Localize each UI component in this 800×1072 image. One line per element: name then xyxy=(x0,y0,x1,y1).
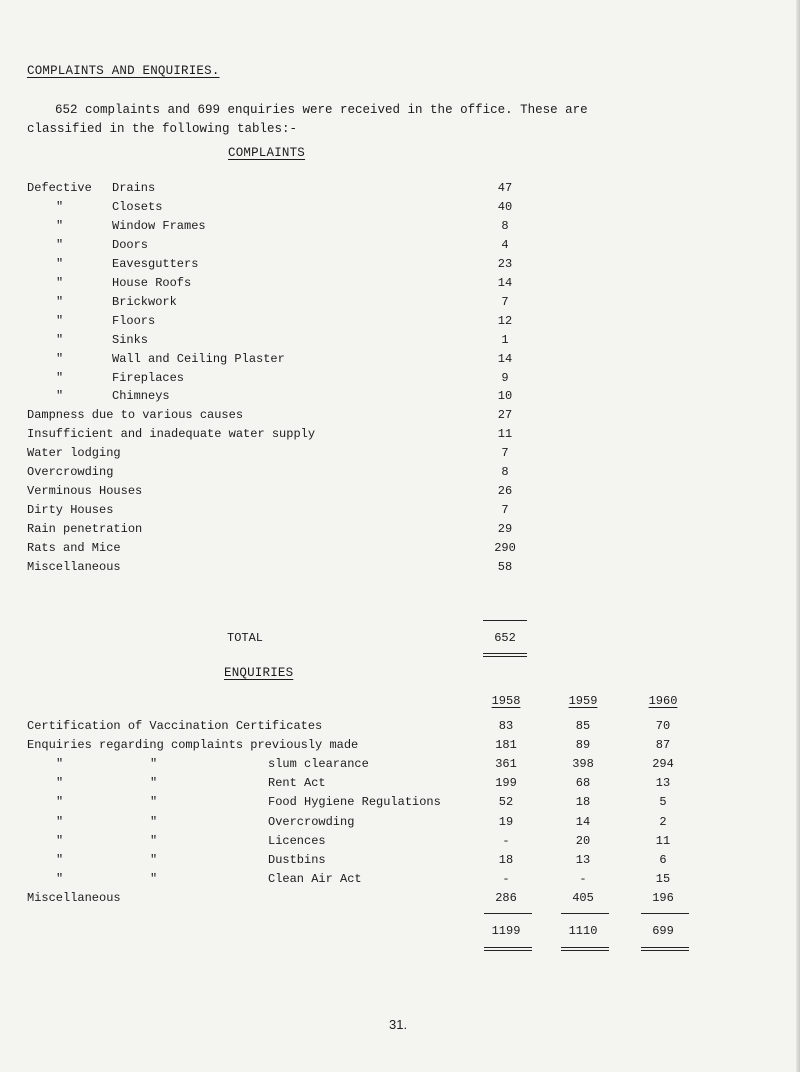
complaints-heading: COMPLAINTS xyxy=(228,146,306,160)
enquiry-value: 18 xyxy=(498,852,514,867)
enquiry-value: 15 xyxy=(655,871,671,886)
total-label: TOTAL xyxy=(227,631,264,645)
complaint-value: 27 xyxy=(497,408,513,423)
complaint-label: Doors xyxy=(112,237,149,252)
page-number: 31. xyxy=(389,1017,408,1032)
complaint-label: Dirty Houses xyxy=(27,503,114,518)
enquiry-label: Certification of Vaccination Certificates xyxy=(27,719,323,733)
enquiry-value: 181 xyxy=(495,738,517,753)
total-rule-double-1 xyxy=(484,947,532,948)
enquiry-value: 89 xyxy=(575,738,591,753)
total-rule-double-1 xyxy=(561,947,609,948)
complaint-label: Brickwork xyxy=(112,294,177,309)
enquiry-value: - xyxy=(502,833,510,848)
enquiry-value: 14 xyxy=(575,814,591,829)
complaint-value: 10 xyxy=(497,389,513,404)
year-header: 1959 xyxy=(568,694,598,708)
complaint-prefix: Defective xyxy=(27,181,92,195)
ditto-mark: " xyxy=(150,871,158,886)
complaint-value: 58 xyxy=(497,560,513,574)
total-value: 652 xyxy=(494,631,516,645)
ditto-mark: " xyxy=(56,218,64,233)
complaint-label: Drains xyxy=(112,181,156,195)
enquiry-value: 294 xyxy=(652,757,674,772)
complaint-value: 40 xyxy=(497,199,513,214)
enquiry-value: 83 xyxy=(498,719,514,733)
ditto-mark: " xyxy=(150,776,158,791)
complaint-label: Closets xyxy=(112,199,163,214)
enquiry-value: 405 xyxy=(572,890,594,905)
complaint-label: House Roofs xyxy=(112,275,192,290)
total-rule-top xyxy=(484,913,532,914)
ditto-mark: " xyxy=(56,852,64,867)
complaint-label: Miscellaneous xyxy=(27,560,121,574)
complaint-label: Wall and Ceiling Plaster xyxy=(112,351,285,366)
complaint-value: 14 xyxy=(497,351,513,366)
ditto-mark: " xyxy=(56,275,64,290)
ditto-mark: " xyxy=(56,332,64,347)
enquiry-value: 18 xyxy=(575,795,591,810)
ditto-mark: " xyxy=(56,871,64,886)
complaint-label: Water lodging xyxy=(27,446,121,461)
complaint-label: Sinks xyxy=(112,332,149,347)
complaint-label: Rain penetration xyxy=(27,522,143,537)
enquiry-value: - xyxy=(502,871,510,886)
total-rule-double-2 xyxy=(484,950,532,951)
complaint-value: 14 xyxy=(497,275,513,290)
enquiry-total: 1110 xyxy=(568,924,598,938)
complaint-label: Rats and Mice xyxy=(27,541,121,556)
complaint-label: Insufficient and inadequate water supply xyxy=(27,427,316,442)
intro-line-2: classified in the following tables:- xyxy=(27,122,298,136)
complaint-label: Chimneys xyxy=(112,389,170,404)
complaint-value: 23 xyxy=(497,256,513,271)
year-header: 1960 xyxy=(648,694,678,708)
enquiry-label: Overcrowding xyxy=(268,814,355,829)
enquiry-label: Licences xyxy=(268,833,326,848)
complaint-value: 12 xyxy=(497,313,513,328)
enquiry-value: 70 xyxy=(655,719,671,733)
year-header: 1958 xyxy=(491,694,521,708)
enquiry-value: 87 xyxy=(655,738,671,753)
enquiry-label: Clean Air Act xyxy=(268,871,362,886)
intro-line-1: 652 complaints and 699 enquiries were received in the office. These are xyxy=(55,103,588,117)
enquiry-value: 2 xyxy=(659,814,667,829)
ditto-mark: " xyxy=(56,199,64,214)
ditto-mark: " xyxy=(150,814,158,829)
ditto-mark: " xyxy=(56,313,64,328)
enquiry-value: 13 xyxy=(575,852,591,867)
ditto-mark: " xyxy=(150,795,158,810)
enquiry-value: 52 xyxy=(498,795,514,810)
enquiry-label: Rent Act xyxy=(268,776,326,791)
enquiry-total: 699 xyxy=(652,924,674,938)
ditto-mark: " xyxy=(56,389,64,404)
complaint-value: 47 xyxy=(497,181,513,195)
total-rule-top xyxy=(483,620,527,621)
page-edge-shadow xyxy=(796,0,800,1072)
enquiry-value: 13 xyxy=(655,776,671,791)
enquiry-value: 199 xyxy=(495,776,517,791)
complaint-value: 8 xyxy=(501,218,509,233)
enquiry-total: 1199 xyxy=(491,924,521,938)
complaint-value: 11 xyxy=(497,427,513,442)
enquiry-value: - xyxy=(579,871,587,886)
enquiry-value: 6 xyxy=(659,852,667,867)
complaint-value: 1 xyxy=(501,332,509,347)
total-rule-top xyxy=(561,913,609,914)
complaint-label: Verminous Houses xyxy=(27,484,143,499)
complaint-value: 7 xyxy=(501,503,509,518)
total-rule-double-1 xyxy=(483,653,527,654)
complaint-label: Overcrowding xyxy=(27,465,114,480)
complaint-value: 4 xyxy=(501,237,509,252)
ditto-mark: " xyxy=(150,757,158,772)
enquiry-value: 286 xyxy=(495,890,517,905)
complaint-value: 7 xyxy=(501,294,509,309)
ditto-mark: " xyxy=(150,833,158,848)
total-rule-double-2 xyxy=(641,950,689,951)
complaint-value: 26 xyxy=(497,484,513,499)
complaint-value: 290 xyxy=(494,541,516,556)
enquiries-heading: ENQUIRIES xyxy=(224,666,294,680)
enquiry-value: 68 xyxy=(575,776,591,791)
ditto-mark: " xyxy=(56,294,64,309)
enquiry-value: 20 xyxy=(575,833,591,848)
complaint-value: 9 xyxy=(501,370,509,385)
ditto-mark: " xyxy=(56,351,64,366)
enquiry-value: 5 xyxy=(659,795,667,810)
ditto-mark: " xyxy=(56,256,64,271)
complaint-label: Floors xyxy=(112,313,156,328)
total-rule-double-2 xyxy=(483,656,527,657)
page-title: COMPLAINTS AND ENQUIRIES. xyxy=(27,64,220,78)
total-rule-double-1 xyxy=(641,947,689,948)
ditto-mark: " xyxy=(56,370,64,385)
enquiry-label: Dustbins xyxy=(268,852,326,867)
ditto-mark: " xyxy=(56,833,64,848)
enquiry-value: 398 xyxy=(572,757,594,772)
enquiry-value: 196 xyxy=(652,890,674,905)
complaint-label: Window Frames xyxy=(112,218,206,233)
total-rule-double-2 xyxy=(561,950,609,951)
enquiry-label: Miscellaneous xyxy=(27,890,121,905)
enquiry-label: Food Hygiene Regulations xyxy=(268,795,441,810)
enquiry-label: Enquiries regarding complaints previously made xyxy=(27,738,359,753)
complaint-value: 8 xyxy=(501,465,509,480)
complaint-value: 29 xyxy=(497,522,513,537)
ditto-mark: " xyxy=(56,757,64,772)
ditto-mark: " xyxy=(56,795,64,810)
enquiry-value: 11 xyxy=(655,833,671,848)
ditto-mark: " xyxy=(56,814,64,829)
ditto-mark: " xyxy=(56,237,64,252)
enquiry-value: 85 xyxy=(575,719,591,733)
enquiry-value: 361 xyxy=(495,757,517,772)
enquiry-label: slum clearance xyxy=(268,757,369,772)
complaint-value: 7 xyxy=(501,446,509,461)
complaint-label: Eavesgutters xyxy=(112,256,199,271)
ditto-mark: " xyxy=(150,852,158,867)
complaint-label: Fireplaces xyxy=(112,370,185,385)
total-rule-top xyxy=(641,913,689,914)
enquiry-value: 19 xyxy=(498,814,514,829)
ditto-mark: " xyxy=(56,776,64,791)
complaint-label: Dampness due to various causes xyxy=(27,408,244,423)
